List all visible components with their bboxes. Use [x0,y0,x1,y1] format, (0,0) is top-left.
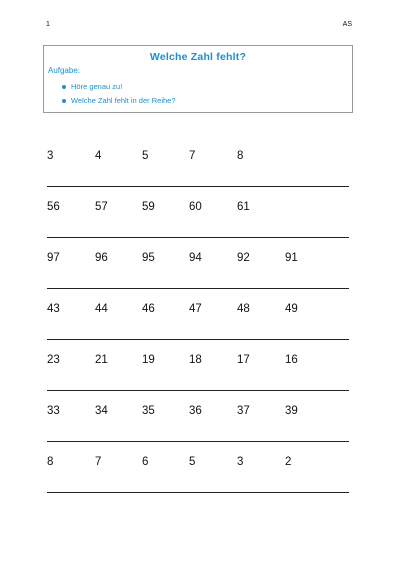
sequence-number: 91 [285,252,298,264]
sequence-number: 19 [142,354,155,366]
bullet-icon [62,85,66,89]
answer-line [47,288,349,289]
sequence-number: 5 [189,456,196,468]
task-label: Aufgabe: [48,66,81,75]
sequence-number: 44 [95,303,108,315]
sequence-number: 5 [142,150,149,162]
instruction-text: Höre genau zu! [71,82,123,91]
sequence-number: 4 [95,150,102,162]
answer-line [47,339,349,340]
sequence-number: 49 [285,303,298,315]
sequence-number: 3 [47,150,54,162]
sequence-number: 33 [47,405,60,417]
answer-line [47,186,349,187]
sequence-row [0,201,400,221]
sequence-number: 8 [47,456,54,468]
sequence-row [0,354,400,374]
sequence-number: 94 [189,252,202,264]
sequence-number: 2 [285,456,292,468]
sequence-number: 36 [189,405,202,417]
answer-line [47,492,349,493]
sequence-number: 60 [189,201,202,213]
sequence-number: 46 [142,303,155,315]
sequence-number: 16 [285,354,298,366]
instruction-text: Welche Zahl fehlt in der Reihe? [71,96,176,105]
answer-line [47,237,349,238]
sequence-number: 7 [95,456,102,468]
sequence-number: 96 [95,252,108,264]
sequence-number: 18 [189,354,202,366]
sequence-number: 56 [47,201,60,213]
sequence-number: 7 [189,150,196,162]
instruction-item [62,94,176,108]
sequence-row [0,405,400,425]
sequence-row [0,252,400,272]
sequence-number: 59 [142,201,155,213]
sequence-row [0,456,400,476]
sequence-number: 48 [237,303,250,315]
sequence-number: 57 [95,201,108,213]
sequence-number: 92 [237,252,250,264]
sequence-number: 97 [47,252,60,264]
answer-line [47,390,349,391]
sequence-number: 61 [237,201,250,213]
author-initials: AS [342,21,352,28]
bullet-icon [62,99,66,103]
sequence-number: 37 [237,405,250,417]
sequence-number: 3 [237,456,244,468]
page-number: 1 [46,21,50,28]
sequence-number: 95 [142,252,155,264]
sequence-number: 39 [285,405,298,417]
sequence-number: 17 [237,354,250,366]
sequence-row [0,150,400,170]
task-box [43,45,353,113]
sequence-number: 23 [47,354,60,366]
sequence-number: 21 [95,354,108,366]
sequence-number: 43 [47,303,60,315]
sequence-number: 35 [142,405,155,417]
sequence-number: 34 [95,405,108,417]
sequence-number: 6 [142,456,149,468]
sequence-row [0,303,400,323]
sequence-number: 47 [189,303,202,315]
task-title: Welche Zahl fehlt? [149,51,247,63]
answer-line [47,441,349,442]
sequence-number: 8 [237,150,244,162]
task-instructions [62,80,176,108]
instruction-item [62,80,176,94]
